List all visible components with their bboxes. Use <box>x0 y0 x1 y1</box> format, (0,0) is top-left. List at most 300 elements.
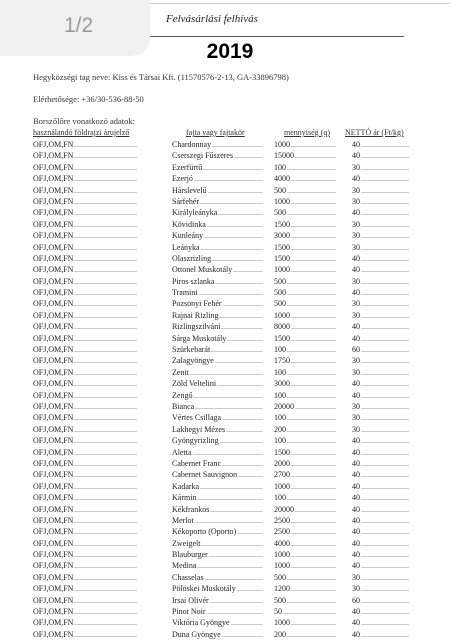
variety-cell-text: Kékoporto (Oporto) <box>172 527 237 537</box>
variety-cell-text: Szürkebarát <box>172 345 211 355</box>
table-row <box>0 139 460 150</box>
variety-cell <box>172 207 263 218</box>
table-row <box>0 549 460 560</box>
variety-cell-text: Cabernet Sauvignon <box>172 470 238 480</box>
table-row <box>0 515 460 526</box>
price-cell-text: 40 <box>352 607 360 617</box>
price-cell-text: 40 <box>352 322 360 332</box>
quantity-cell-text: 3000 <box>274 231 290 241</box>
origin-cell-text: OFJ,OM,FN <box>33 208 74 218</box>
document-title: Felvásárlási felhívás <box>166 13 258 25</box>
table-row <box>0 435 460 446</box>
quantity-cell <box>274 560 336 571</box>
price-cell-text: 30 <box>352 242 360 252</box>
variety-cell <box>172 333 263 344</box>
quantity-cell <box>274 264 336 275</box>
quantity-cell-text: 200 <box>274 424 286 434</box>
price-cell-text: 40 <box>352 504 360 514</box>
quantity-cell <box>274 276 336 287</box>
quantity-cell <box>274 333 336 344</box>
table-row <box>0 230 460 241</box>
quantity-cell-text: 20000 <box>274 401 294 411</box>
quantity-cell <box>274 390 336 401</box>
variety-cell-text: Kékfrankos <box>172 504 210 514</box>
price-cell-text: 40 <box>352 470 360 480</box>
variety-cell <box>172 469 263 480</box>
variety-cell-text: Pozsonyi Fehér <box>172 299 222 309</box>
quantity-cell-text: 2700 <box>274 470 290 480</box>
price-cell <box>352 629 409 640</box>
variety-cell <box>172 276 263 287</box>
price-cell <box>352 538 409 549</box>
price-cell-text: 30 <box>352 196 360 206</box>
variety-cell-text: Aletta <box>172 447 192 457</box>
quantity-cell <box>274 538 336 549</box>
origin-cell <box>33 333 153 344</box>
price-cell-text: 40 <box>352 208 360 218</box>
quantity-cell <box>274 572 336 583</box>
variety-cell-text: Lakhegyi Mézes <box>172 424 226 434</box>
price-cell <box>352 560 409 571</box>
table-row <box>0 367 460 378</box>
price-cell <box>352 287 409 298</box>
origin-cell <box>33 572 153 583</box>
variety-cell-text: Zöld Veltelini <box>172 379 217 389</box>
price-cell <box>352 526 409 537</box>
quantity-cell <box>274 458 336 469</box>
quantity-cell <box>274 401 336 412</box>
table-row <box>0 185 460 196</box>
table-row <box>0 481 460 492</box>
table-row <box>0 264 460 275</box>
origin-cell <box>33 298 153 309</box>
table-row <box>0 287 460 298</box>
quantity-cell <box>274 435 336 446</box>
quantity-cell-text: 200 <box>274 629 286 639</box>
quantity-cell-text: 100 <box>274 413 286 423</box>
price-cell-text: 60 <box>352 345 360 355</box>
price-cell <box>352 401 409 412</box>
origin-cell-text: OFJ,OM,FN <box>33 401 74 411</box>
quantity-cell-text: 100 <box>274 367 286 377</box>
variety-cell-text: Kövidinka <box>172 219 206 229</box>
table-row <box>0 162 460 173</box>
variety-cell <box>172 253 263 264</box>
quantity-cell <box>274 526 336 537</box>
price-cell-text: 60 <box>352 595 360 605</box>
origin-cell-text: OFJ,OM,FN <box>33 481 74 491</box>
origin-cell-text: OFJ,OM,FN <box>33 185 74 195</box>
price-cell <box>352 298 409 309</box>
price-cell <box>352 173 409 184</box>
table-row <box>0 219 460 230</box>
price-cell <box>352 253 409 264</box>
quantity-cell <box>274 196 336 207</box>
origin-cell <box>33 617 153 628</box>
variety-cell-text: Pinot Noir <box>172 607 206 617</box>
quantity-cell <box>274 185 336 196</box>
price-cell-text: 40 <box>352 447 360 457</box>
price-cell <box>352 549 409 560</box>
quantity-cell-text: 500 <box>274 288 286 298</box>
variety-cell-text: Chardonnay <box>172 140 212 149</box>
price-cell-text: 30 <box>352 299 360 309</box>
price-cell-text: 40 <box>352 515 360 525</box>
price-cell-text: 40 <box>352 538 360 548</box>
price-cell-text: 40 <box>352 253 360 263</box>
variety-cell <box>172 321 263 332</box>
quantity-cell-text: 1500 <box>274 333 290 343</box>
variety-cell <box>172 458 263 469</box>
origin-cell <box>33 378 153 389</box>
price-cell <box>352 458 409 469</box>
price-cell-text: 40 <box>352 561 360 571</box>
quantity-cell <box>274 412 336 423</box>
origin-cell <box>33 401 153 412</box>
origin-cell <box>33 606 153 617</box>
origin-cell <box>33 458 153 469</box>
variety-cell-text: Kadarka <box>172 481 200 491</box>
origin-cell-text: OFJ,OM,FN <box>33 322 74 332</box>
contact-info: Elérhetősége: +36/30-536-88-50 <box>33 94 144 104</box>
document-year: 2019 <box>206 40 254 63</box>
origin-cell-text: OFJ,OM,FN <box>33 174 74 184</box>
variety-cell <box>172 538 263 549</box>
origin-cell <box>33 447 153 458</box>
quantity-cell-text: 500 <box>274 276 286 286</box>
table-row <box>0 196 460 207</box>
price-cell-text: 30 <box>352 231 360 241</box>
variety-cell-text: Merlot <box>172 515 194 525</box>
price-cell-text: 30 <box>352 356 360 366</box>
table-row <box>0 526 460 537</box>
variety-cell-text: Cserszegi Fűszeres <box>172 151 234 161</box>
price-cell-text: 30 <box>352 572 360 582</box>
variety-cell-text: Ezerfürtű <box>172 162 203 172</box>
price-cell-text: 40 <box>352 140 360 149</box>
variety-cell <box>172 549 263 560</box>
quantity-cell-text: 100 <box>274 436 286 446</box>
price-cell-text: 30 <box>352 185 360 195</box>
origin-cell-text: OFJ,OM,FN <box>33 458 74 468</box>
quantity-cell-text: 1500 <box>274 219 290 229</box>
price-cell <box>352 435 409 446</box>
origin-cell-text: OFJ,OM,FN <box>33 618 74 628</box>
origin-cell <box>33 412 153 423</box>
quantity-cell-text: 50 <box>274 607 282 617</box>
variety-cell <box>172 264 263 275</box>
quantity-cell-text: 1000 <box>274 265 290 275</box>
variety-cell <box>172 526 263 537</box>
origin-cell <box>33 424 153 435</box>
origin-cell-text: OFJ,OM,FN <box>33 288 74 298</box>
origin-cell-text: OFJ,OM,FN <box>33 436 74 446</box>
variety-cell-text: Ottonel Muskotály <box>172 265 233 275</box>
variety-cell <box>172 378 263 389</box>
quantity-cell <box>274 481 336 492</box>
offer-table <box>0 139 460 640</box>
variety-cell <box>172 298 263 309</box>
table-row <box>0 242 460 253</box>
table-row <box>0 173 460 184</box>
top-divider <box>150 3 450 4</box>
variety-cell <box>172 435 263 446</box>
price-cell <box>352 583 409 594</box>
variety-cell <box>172 344 263 355</box>
price-cell <box>352 310 409 321</box>
table-row <box>0 458 460 469</box>
origin-cell-text: OFJ,OM,FN <box>33 276 74 286</box>
variety-cell-text: Zalagyöngye <box>172 356 214 366</box>
variety-cell-text: Pölöskei Muskotály <box>172 584 236 594</box>
price-cell <box>352 412 409 423</box>
origin-cell-text: OFJ,OM,FN <box>33 356 74 366</box>
variety-cell-text: Irsai Olivér <box>172 595 209 605</box>
price-cell-text: 30 <box>352 401 360 411</box>
variety-cell-text: Cabernet Franc <box>172 458 222 468</box>
variety-cell <box>172 572 263 583</box>
origin-cell-text: OFJ,OM,FN <box>33 231 74 241</box>
origin-cell <box>33 173 153 184</box>
price-cell-text: 40 <box>352 288 360 298</box>
variety-cell <box>172 447 263 458</box>
variety-cell-text: Duna Gyöngye <box>172 629 221 639</box>
variety-cell-text: Rajnai Rizling <box>172 310 219 320</box>
variety-cell <box>172 390 263 401</box>
origin-cell-text: OFJ,OM,FN <box>33 504 74 514</box>
variety-cell-text: Kármin <box>172 493 197 503</box>
price-cell-text: 40 <box>352 265 360 275</box>
quantity-cell <box>274 355 336 366</box>
origin-cell-text: OFJ,OM,FN <box>33 424 74 434</box>
table-row <box>0 276 460 287</box>
variety-cell <box>172 230 263 241</box>
origin-cell-text: OFJ,OM,FN <box>33 561 74 571</box>
origin-cell <box>33 481 153 492</box>
table-row <box>0 469 460 480</box>
variety-cell-text: Hárslevelű <box>172 185 207 195</box>
table-row <box>0 344 460 355</box>
quantity-cell-text: 500 <box>274 208 286 218</box>
price-cell <box>352 162 409 173</box>
quantity-cell-text: 2500 <box>274 515 290 525</box>
table-row <box>0 424 460 435</box>
origin-cell-text: OFJ,OM,FN <box>33 242 74 252</box>
variety-cell <box>172 560 263 571</box>
variety-cell <box>172 583 263 594</box>
variety-cell <box>172 606 263 617</box>
quantity-cell <box>274 447 336 458</box>
quantity-cell-text: 4000 <box>274 174 290 184</box>
table-row <box>0 504 460 515</box>
variety-cell-text: Olaszrizling <box>172 253 212 263</box>
quantity-cell <box>274 515 336 526</box>
origin-cell-text: OFJ,OM,FN <box>33 538 74 548</box>
table-row <box>0 310 460 321</box>
origin-cell <box>33 538 153 549</box>
price-cell <box>352 139 409 150</box>
origin-cell <box>33 230 153 241</box>
price-cell-text: 40 <box>352 151 360 161</box>
quantity-cell <box>274 583 336 594</box>
variety-cell-text: Zweigelt <box>172 538 201 548</box>
origin-cell-text: OFJ,OM,FN <box>33 527 74 537</box>
price-cell <box>352 378 409 389</box>
variety-cell <box>172 595 263 606</box>
variety-cell <box>172 401 263 412</box>
quantity-cell-text: 1500 <box>274 253 290 263</box>
quantity-cell <box>274 344 336 355</box>
variety-cell-text: Medina <box>172 561 197 571</box>
origin-cell <box>33 196 153 207</box>
quantity-cell <box>274 207 336 218</box>
quantity-cell <box>274 150 336 161</box>
quantity-cell-text: 1000 <box>274 550 290 560</box>
quantity-cell <box>274 367 336 378</box>
grapes-section-label: Borszőlőre vonatkozó adatok: <box>33 116 135 126</box>
price-cell-text: 30 <box>352 584 360 594</box>
price-cell <box>352 481 409 492</box>
variety-cell-text: Viktória Gyöngye <box>172 618 230 628</box>
origin-cell-text: OFJ,OM,FN <box>33 470 74 480</box>
price-cell <box>352 207 409 218</box>
variety-cell-text: Zenit <box>172 367 189 377</box>
variety-cell-text: Ezerjó <box>172 174 193 184</box>
variety-cell-text: Sárga Muskotály <box>172 333 227 343</box>
variety-cell <box>172 617 263 628</box>
variety-cell-text: Királyleányka <box>172 208 218 218</box>
price-cell <box>352 606 409 617</box>
table-row <box>0 150 460 161</box>
origin-cell <box>33 276 153 287</box>
quantity-cell-text: 1500 <box>274 242 290 252</box>
origin-cell <box>33 549 153 560</box>
price-cell-text: 30 <box>352 219 360 229</box>
price-cell <box>352 344 409 355</box>
price-cell <box>352 355 409 366</box>
table-row <box>0 447 460 458</box>
variety-cell <box>172 242 263 253</box>
origin-cell-text: OFJ,OM,FN <box>33 379 74 389</box>
origin-cell-text: OFJ,OM,FN <box>33 151 74 161</box>
member-info: Hegyközségi tag neve: Kiss és Társai Kft. (11570576-2-13, GA-33896798) <box>33 72 289 82</box>
price-cell <box>352 447 409 458</box>
origin-cell <box>33 492 153 503</box>
origin-cell-text: OFJ,OM,FN <box>33 515 74 525</box>
price-cell-text: 30 <box>352 162 360 172</box>
variety-cell-text: Kunleány <box>172 231 204 241</box>
origin-cell-text: OFJ,OM,FN <box>33 345 74 355</box>
price-cell-text: 40 <box>352 379 360 389</box>
table-row <box>0 629 460 640</box>
quantity-cell <box>274 549 336 560</box>
table-row <box>0 253 460 264</box>
quantity-cell-text: 100 <box>274 162 286 172</box>
origin-cell <box>33 515 153 526</box>
variety-cell-text: Tramini <box>172 288 198 298</box>
origin-cell <box>33 310 153 321</box>
price-cell-text: 40 <box>352 493 360 503</box>
quantity-cell-text: 100 <box>274 345 286 355</box>
quantity-cell-text: 1500 <box>274 447 290 457</box>
origin-cell <box>33 185 153 196</box>
origin-cell <box>33 367 153 378</box>
quantity-cell-text: 100 <box>274 493 286 503</box>
origin-cell <box>33 504 153 515</box>
column-header-price: NETTÓ ár (Ft/kg) <box>345 128 404 137</box>
price-cell-text: 30 <box>352 276 360 286</box>
quantity-cell-text: 1200 <box>274 584 290 594</box>
origin-cell <box>33 595 153 606</box>
price-cell <box>352 185 409 196</box>
price-cell <box>352 469 409 480</box>
quantity-cell <box>274 230 336 241</box>
quantity-cell-text: 1000 <box>274 561 290 571</box>
price-cell <box>352 333 409 344</box>
origin-cell <box>33 435 153 446</box>
variety-cell-text: Leányka <box>172 242 200 252</box>
variety-cell <box>172 139 263 150</box>
price-cell-text: 30 <box>352 367 360 377</box>
origin-cell <box>33 207 153 218</box>
variety-cell <box>172 162 263 173</box>
title-divider <box>150 36 404 37</box>
variety-cell-text: Piros szlanka <box>172 276 215 286</box>
quantity-cell <box>274 173 336 184</box>
origin-cell-text: OFJ,OM,FN <box>33 493 74 503</box>
quantity-cell <box>274 298 336 309</box>
quantity-cell-text: 2000 <box>274 458 290 468</box>
page-number: 1/2 <box>64 14 94 37</box>
table-row <box>0 492 460 503</box>
quantity-cell-text: 4000 <box>274 538 290 548</box>
table-row <box>0 538 460 549</box>
price-cell <box>352 515 409 526</box>
variety-cell <box>172 310 263 321</box>
variety-cell <box>172 196 263 207</box>
quantity-cell <box>274 242 336 253</box>
quantity-cell-text: 500 <box>274 185 286 195</box>
origin-cell <box>33 344 153 355</box>
quantity-cell <box>274 424 336 435</box>
quantity-cell <box>274 617 336 628</box>
origin-cell-text: OFJ,OM,FN <box>33 447 74 457</box>
column-header-variety: fajta vagy fajtakör <box>186 128 245 137</box>
table-row <box>0 583 460 594</box>
price-cell-text: 40 <box>352 436 360 446</box>
table-row <box>0 617 460 628</box>
variety-cell <box>172 481 263 492</box>
quantity-cell-text: 1000 <box>274 196 290 206</box>
price-cell <box>352 219 409 230</box>
quantity-cell-text: 8000 <box>274 322 290 332</box>
quantity-cell-text: 100 <box>274 390 286 400</box>
variety-cell <box>172 355 263 366</box>
origin-cell <box>33 526 153 537</box>
quantity-cell-text: 1000 <box>274 481 290 491</box>
price-cell <box>352 572 409 583</box>
quantity-cell <box>274 253 336 264</box>
table-row <box>0 560 460 571</box>
quantity-cell-text: 1000 <box>274 310 290 320</box>
origin-cell <box>33 219 153 230</box>
variety-cell <box>172 219 263 230</box>
origin-cell <box>33 162 153 173</box>
quantity-cell-text: 15000 <box>274 151 294 161</box>
table-row <box>0 207 460 218</box>
quantity-cell-text: 500 <box>274 595 286 605</box>
price-cell <box>352 390 409 401</box>
